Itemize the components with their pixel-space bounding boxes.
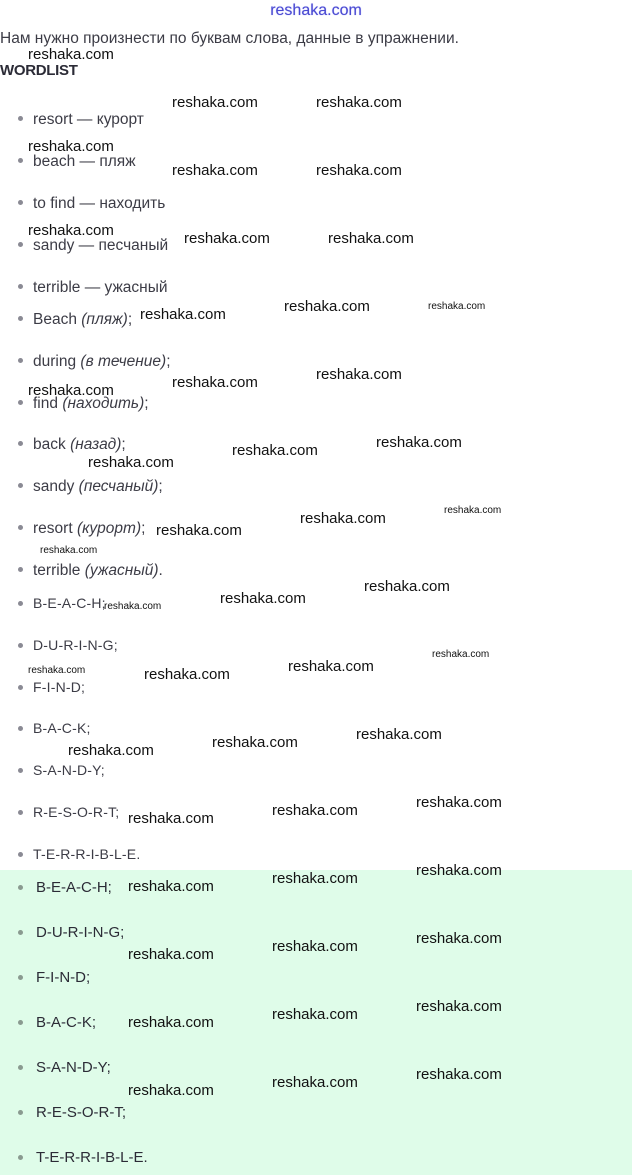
bullet-icon <box>18 483 23 488</box>
watermark: reshaka.com <box>272 802 358 819</box>
bullet-icon <box>18 158 23 163</box>
spelling-item: F-I-N-D; <box>18 679 85 695</box>
watermark: reshaka.com <box>416 862 502 879</box>
watermark: reshaka.com <box>416 1066 502 1083</box>
watermark: reshaka.com <box>272 870 358 887</box>
wordlist-item: sandy — песчаный <box>18 237 168 255</box>
wordlist-heading: WORDLIST <box>0 62 78 79</box>
bullet-icon <box>18 441 23 446</box>
bullet-icon <box>18 1065 23 1070</box>
bullet-icon <box>18 643 23 648</box>
bullet-icon <box>18 525 23 530</box>
bullet-icon <box>18 726 23 731</box>
spelling-item: D-U-R-I-N-G; <box>18 637 118 653</box>
watermark: reshaka.com <box>316 162 402 179</box>
watermark: reshaka.com <box>184 230 270 247</box>
answer-item: terrible (ужасный). <box>18 562 163 580</box>
answer-item: find (находить); <box>18 395 149 413</box>
watermark: reshaka.com <box>172 94 258 111</box>
wordlist-item: to find — находить <box>18 195 165 213</box>
watermark: reshaka.com <box>128 946 214 963</box>
watermark: reshaka.com <box>232 442 318 459</box>
answer-item: resort (курорт); <box>18 520 145 538</box>
watermark: reshaka.com <box>272 1006 358 1023</box>
bullet-icon <box>18 1155 23 1160</box>
bullet-icon <box>18 400 23 405</box>
bullet-icon <box>18 975 23 980</box>
wordlist-item: resort — курорт <box>18 111 144 129</box>
watermark: reshaka.com <box>300 510 386 527</box>
watermark: reshaka.com <box>328 230 414 247</box>
watermark: reshaka.com <box>172 162 258 179</box>
watermark: reshaka.com <box>416 998 502 1015</box>
spelling-item: B-A-C-K; <box>18 1014 96 1031</box>
watermark: reshaka.com <box>68 742 154 759</box>
bullet-icon <box>18 768 23 773</box>
watermark: reshaka.com <box>364 578 450 595</box>
watermark: reshaka.com <box>272 1074 358 1091</box>
spelling-item: S-A-N-D-Y; <box>18 762 105 778</box>
answer-item: back (назад); <box>18 436 126 454</box>
watermark: reshaka.com <box>140 306 226 323</box>
watermark: reshaka.com <box>28 138 114 155</box>
watermark: reshaka.com <box>172 374 258 391</box>
watermark: reshaka.com <box>128 878 214 895</box>
spelling-item: B-A-C-K; <box>18 720 91 736</box>
bullet-icon <box>18 810 23 815</box>
spelling-item: R-E-S-O-R-T; <box>18 1104 126 1121</box>
watermark: reshaka.com <box>128 1014 214 1031</box>
bullet-icon <box>18 930 23 935</box>
bullet-icon <box>18 116 23 121</box>
watermark: reshaka.com <box>128 1082 214 1099</box>
spelling-item: B-E-A-C-H; <box>18 879 112 896</box>
watermark: reshaka.com <box>316 94 402 111</box>
watermark: reshaka.com <box>28 382 114 399</box>
watermark: reshaka.com <box>104 601 162 612</box>
watermark: reshaka.com <box>416 794 502 811</box>
watermark: reshaka.com <box>212 734 298 751</box>
bullet-icon <box>18 200 23 205</box>
watermark: reshaka.com <box>28 222 114 239</box>
intro-text: Нам нужно произнести по буквам слова, данные в упражнении. <box>0 30 459 47</box>
watermark: reshaka.com <box>272 938 358 955</box>
watermark: reshaka.com <box>220 590 306 607</box>
watermark: reshaka.com <box>28 665 86 676</box>
spelling-item: F-I-N-D; <box>18 969 90 986</box>
watermark: reshaka.com <box>144 666 230 683</box>
watermark: reshaka.com <box>432 649 490 660</box>
bullet-icon <box>18 852 23 857</box>
spelling-item: D-U-R-I-N-G; <box>18 924 124 941</box>
spelling-item: B-E-A-C-H; <box>18 595 106 611</box>
spelling-item: S-A-N-D-Y; <box>18 1059 111 1076</box>
bullet-icon <box>18 567 23 572</box>
watermark: reshaka.com <box>288 658 374 675</box>
watermark: reshaka.com <box>88 454 174 471</box>
watermark: reshaka.com <box>40 545 98 556</box>
answer-item: Beach (пляж); <box>18 311 132 329</box>
spelling-item: T-E-R-R-I-B-L-E. <box>18 846 140 862</box>
watermark: reshaka.com <box>376 434 462 451</box>
bullet-icon <box>18 316 23 321</box>
watermark: reshaka.com <box>28 46 114 63</box>
answer-item: sandy (песчаный); <box>18 478 163 496</box>
spelling-item: R-E-S-O-R-T; <box>18 804 119 820</box>
answer-item: during (в течение); <box>18 353 171 371</box>
watermark: reshaka.com <box>316 366 402 383</box>
bullet-icon <box>18 284 23 289</box>
wordlist-item: beach — пляж <box>18 153 136 171</box>
watermark: reshaka.com <box>428 301 486 312</box>
bullet-icon <box>18 601 23 606</box>
site-title[interactable]: reshaka.com <box>270 2 362 19</box>
bullet-icon <box>18 1020 23 1025</box>
watermark: reshaka.com <box>416 930 502 947</box>
bullet-icon <box>18 358 23 363</box>
watermark: reshaka.com <box>444 505 502 516</box>
bullet-icon <box>18 242 23 247</box>
bullet-icon <box>18 1110 23 1115</box>
watermark: reshaka.com <box>128 810 214 827</box>
watermark: reshaka.com <box>356 726 442 743</box>
watermark: reshaka.com <box>284 298 370 315</box>
wordlist-item: terrible — ужасный <box>18 279 168 297</box>
watermark: reshaka.com <box>156 522 242 539</box>
spelling-item: T-E-R-R-I-B-L-E. <box>18 1149 148 1166</box>
bullet-icon <box>18 885 23 890</box>
bullet-icon <box>18 685 23 690</box>
